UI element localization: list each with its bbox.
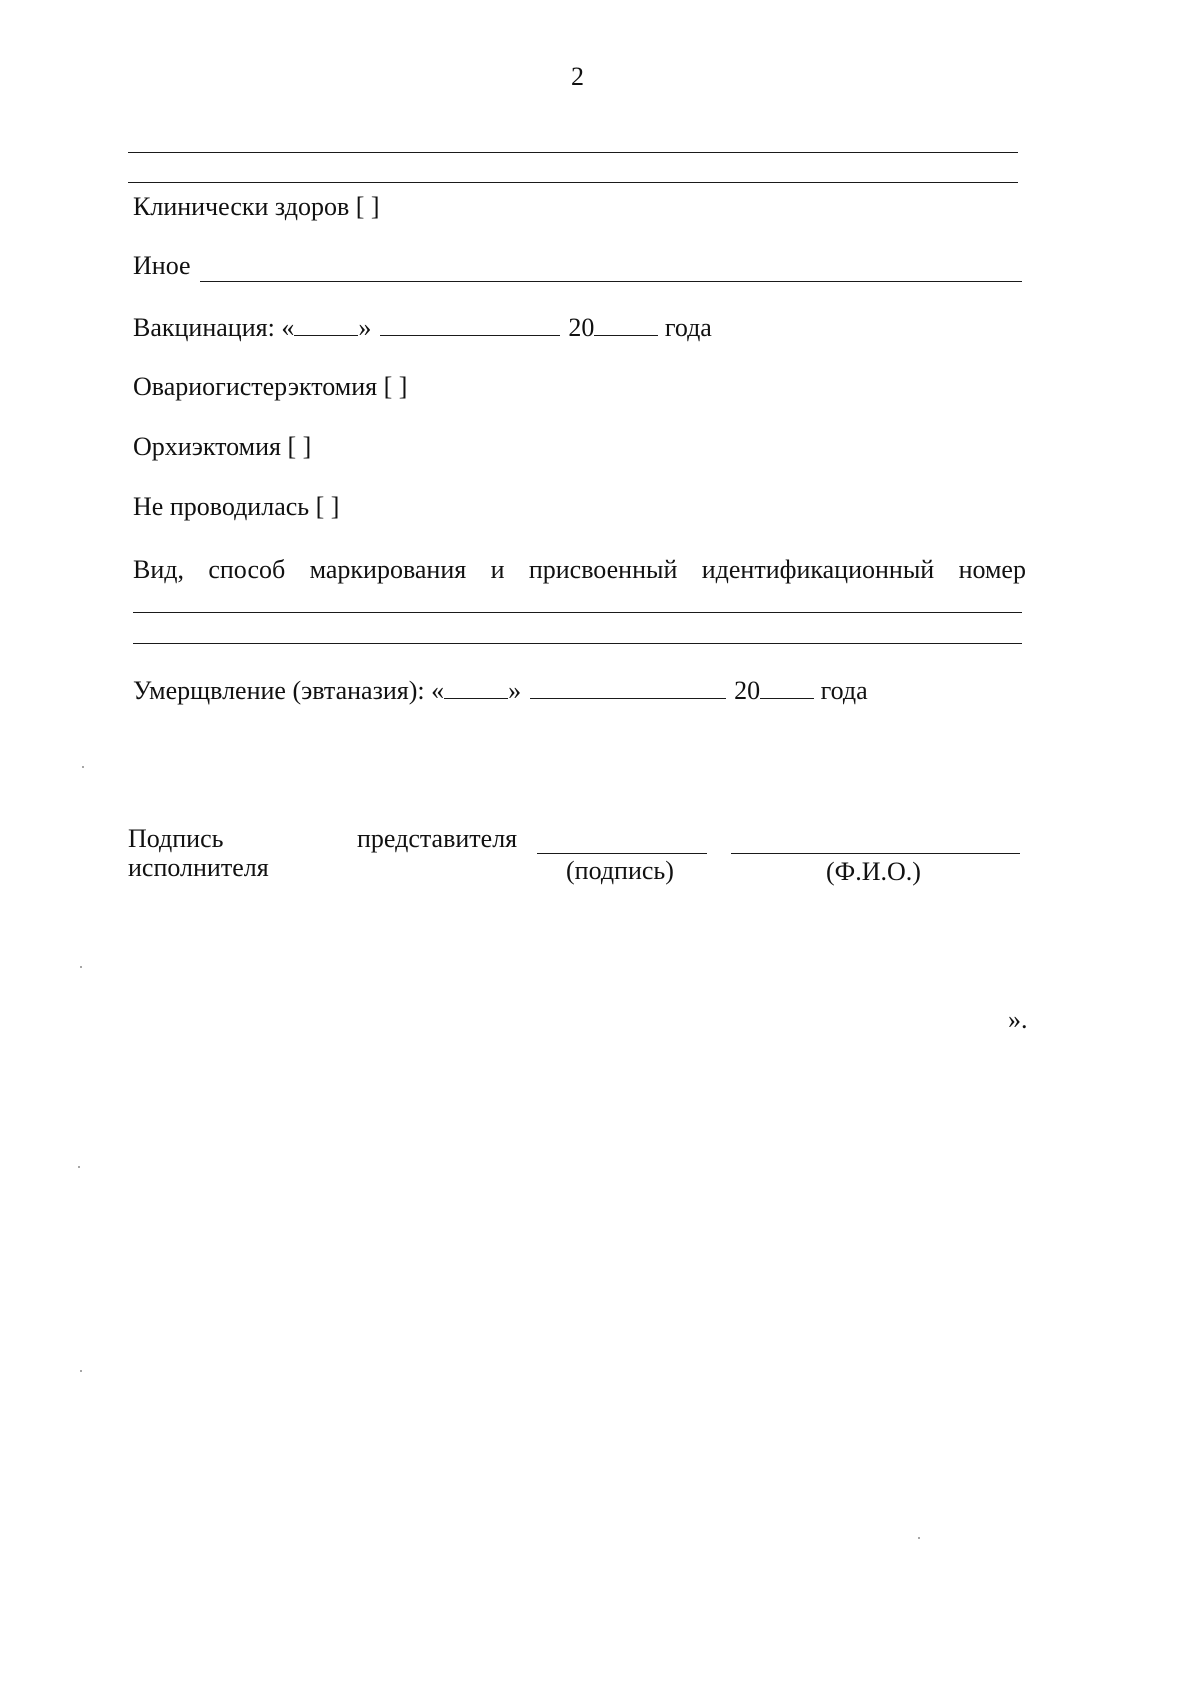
- euthanasia-month-blank[interactable]: [530, 676, 726, 699]
- marking-word: и: [490, 555, 505, 584]
- vaccination-close-quote: »: [358, 313, 372, 342]
- signature-label-representative: представителя: [357, 824, 518, 853]
- scan-speck: [80, 1370, 82, 1372]
- scan-speck: [918, 1537, 920, 1539]
- name-blank-line[interactable]: [731, 853, 1020, 854]
- name-caption: (Ф.И.О.): [826, 857, 921, 886]
- vaccination-year-blank[interactable]: [594, 313, 658, 336]
- marking-word: идентификационный: [701, 555, 935, 584]
- orchiectomy-label: Орхиэктомия: [133, 432, 281, 461]
- orchiectomy-checkbox[interactable]: [ ]: [287, 432, 312, 461]
- marking-word: способ: [208, 555, 286, 584]
- signature-caption: (подпись): [566, 856, 674, 885]
- signature-label-line2: исполнителя: [128, 853, 269, 882]
- ovariohysterectomy-row: [133, 372, 407, 402]
- ovariohysterectomy-checkbox[interactable]: [ ]: [383, 372, 408, 401]
- marking-word: номер: [958, 555, 1026, 584]
- marking-blank-line-1[interactable]: [133, 612, 1022, 613]
- vaccination-row: [133, 313, 712, 343]
- vaccination-year-prefix: 20: [568, 313, 595, 342]
- vaccination-day-blank[interactable]: [294, 313, 358, 336]
- marking-word: Вид,: [133, 555, 184, 584]
- scan-speck: [82, 766, 84, 768]
- blank-line-top-1: [128, 152, 1018, 153]
- marking-row: [133, 555, 1026, 585]
- euthanasia-year-suffix: года: [820, 676, 868, 705]
- page-number: 2: [571, 62, 584, 91]
- euthanasia-year-blank[interactable]: [760, 676, 814, 699]
- vaccination-label: Вакцинация:: [133, 313, 275, 342]
- healthy-label: Клинически здоров: [133, 192, 350, 221]
- euthanasia-day-blank[interactable]: [444, 676, 508, 699]
- vaccination-open-quote: «: [281, 313, 295, 342]
- closing-quote: ».: [1008, 1005, 1028, 1034]
- healthy-row: [133, 192, 380, 222]
- euthanasia-label: Умерщвление (эвтаназия):: [133, 676, 425, 705]
- other-blank-line[interactable]: [200, 281, 1022, 282]
- euthanasia-open-quote: «: [431, 676, 445, 705]
- not-performed-checkbox[interactable]: [ ]: [315, 492, 340, 521]
- marking-word: присвоенный: [528, 555, 678, 584]
- not-performed-label: Не проводилась: [133, 492, 310, 521]
- vaccination-year-suffix: года: [664, 313, 712, 342]
- euthanasia-row: [133, 676, 868, 706]
- marking-blank-line-2[interactable]: [133, 643, 1022, 644]
- signature-blank-line[interactable]: [537, 853, 707, 854]
- signature-label-line1: Подпись: [128, 824, 224, 853]
- other-label: Иное: [133, 251, 191, 280]
- ovariohysterectomy-label: Овариогистерэктомия: [133, 372, 378, 401]
- marking-word: маркирования: [309, 555, 467, 584]
- euthanasia-year-prefix: 20: [734, 676, 761, 705]
- not-performed-row: [133, 492, 339, 522]
- blank-line-top-2: [128, 182, 1018, 183]
- euthanasia-close-quote: »: [508, 676, 522, 705]
- scan-speck: [78, 1166, 80, 1168]
- scan-speck: [80, 966, 82, 968]
- vaccination-month-blank[interactable]: [380, 313, 560, 336]
- healthy-checkbox[interactable]: [ ]: [355, 192, 380, 221]
- orchiectomy-row: [133, 432, 311, 462]
